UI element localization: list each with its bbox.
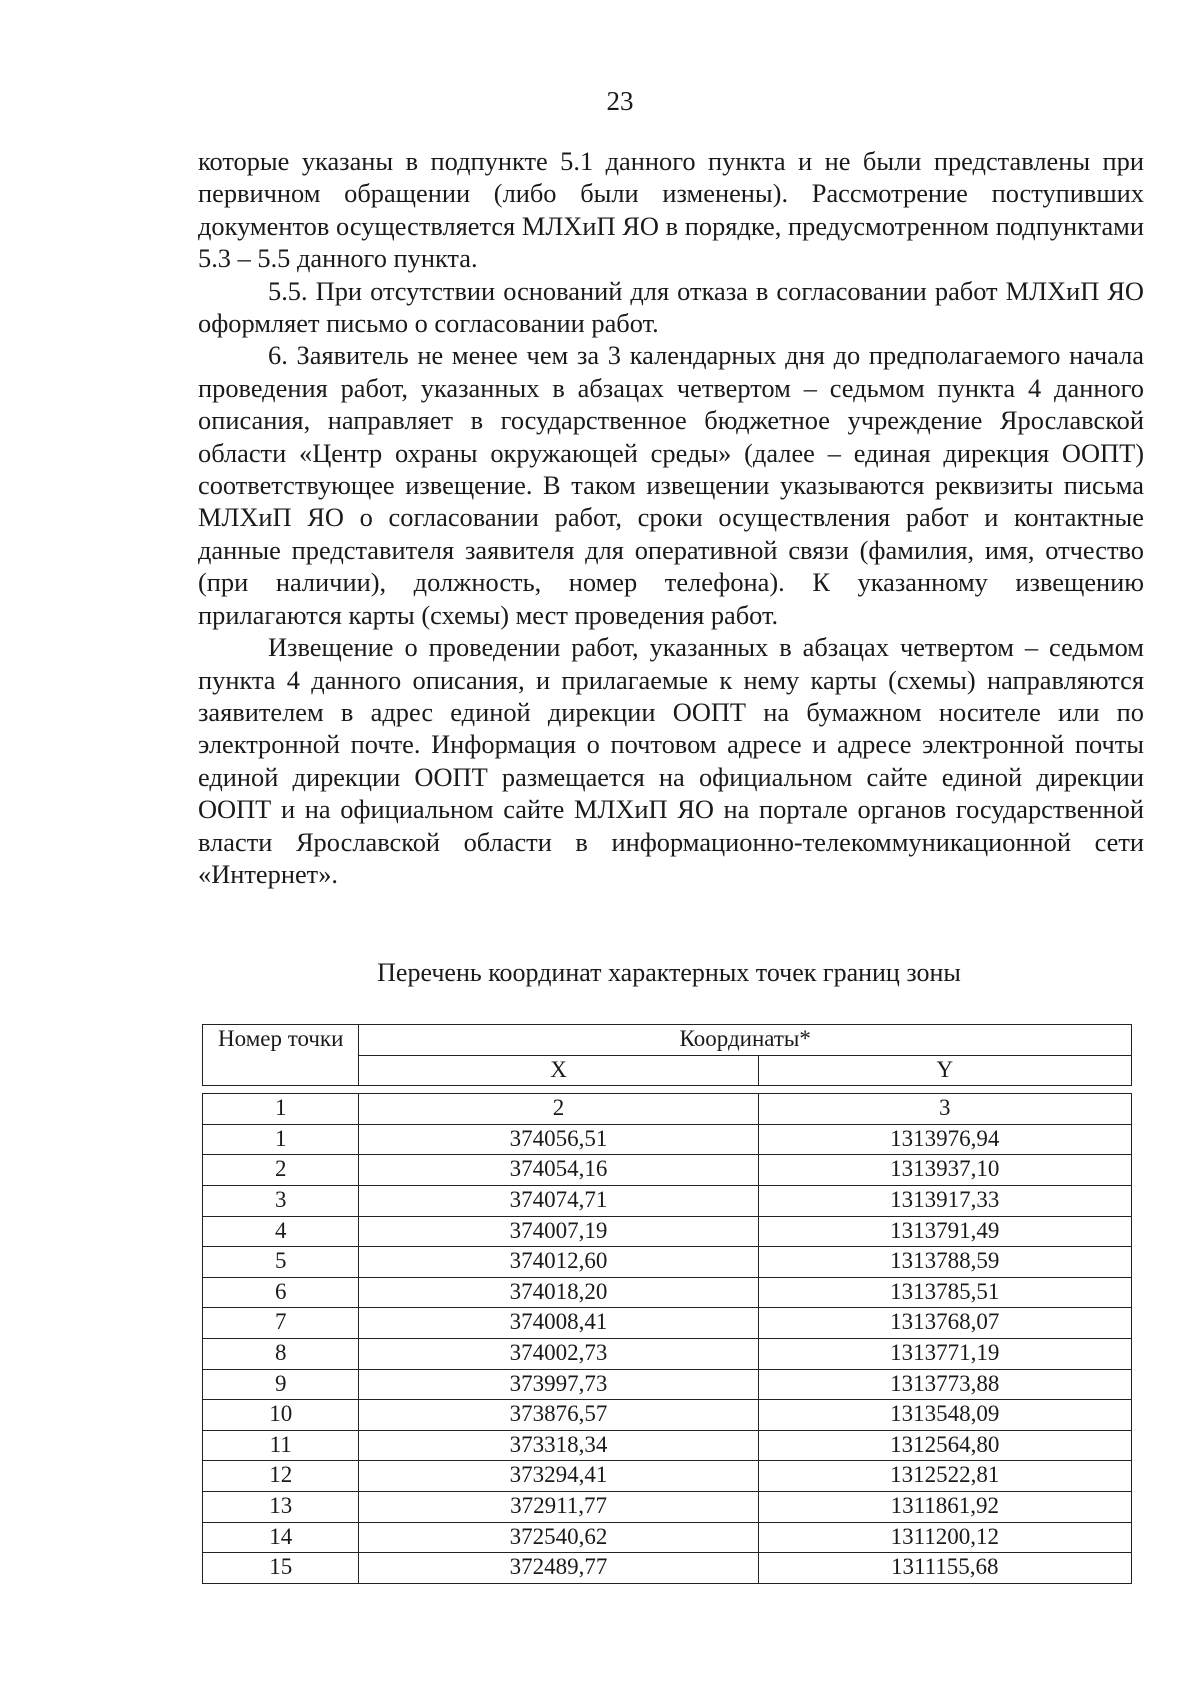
y-coordinate-cell: 1313937,10: [758, 1155, 1131, 1186]
x-coordinate-cell: 373294,41: [359, 1461, 758, 1492]
table-row: [203, 1369, 1132, 1400]
table-row: [203, 1216, 1132, 1247]
column-number-cell: 2: [359, 1094, 758, 1125]
point-number-cell: 11: [203, 1430, 359, 1461]
table-row: [203, 1308, 1132, 1339]
paragraph-notice: Извещение о проведении работ, указанных в абзацах четвертом – седьмом пункта 4 данного описания, и прилагаемые к нему карты (схемы) направляются заявителем в адрес единой дирекции ООПТ на бумажном носителе или по электронной почте. Информация о почтовом адресе и адресе электронной почты единой дирекции ООПТ размещается на официальном сайте единой дирекции ООПТ и на официальном сайте МЛХиП ЯО на портале органов государственной власти Ярославской области в информационно-телекоммуникационной сети «Интернет».: [198, 632, 1144, 889]
x-coordinate-cell: 374054,16: [359, 1155, 758, 1186]
y-coordinate-cell: 1313785,51: [758, 1277, 1131, 1308]
table-row: [203, 1338, 1132, 1369]
coordinates-table: [202, 1024, 1132, 1584]
table-title: Перечень координат характерных точек границ зоны: [377, 958, 961, 987]
y-coordinate-cell: 1311200,12: [758, 1522, 1131, 1553]
x-coordinate-cell: 373997,73: [359, 1369, 758, 1400]
header-coordinates: Координаты*: [359, 1025, 1132, 1056]
x-coordinate-cell: 374056,51: [359, 1124, 758, 1155]
point-number-cell: 8: [203, 1338, 359, 1369]
table-row: [203, 1461, 1132, 1492]
point-number-cell: 3: [203, 1185, 359, 1216]
y-coordinate-cell: 1313791,49: [758, 1216, 1131, 1247]
y-coordinate-cell: 1312564,80: [758, 1430, 1131, 1461]
table-row: [203, 1124, 1132, 1155]
table-row: [203, 1155, 1132, 1186]
point-number-cell: 6: [203, 1277, 359, 1308]
point-number-cell: 12: [203, 1461, 359, 1492]
y-coordinate-cell: 1313917,33: [758, 1185, 1131, 1216]
table-spacer-row: [203, 1086, 1132, 1094]
y-coordinate-cell: 1313768,07: [758, 1308, 1131, 1339]
x-coordinate-cell: 372540,62: [359, 1522, 758, 1553]
point-number-cell: 15: [203, 1553, 359, 1584]
table-row: [203, 1277, 1132, 1308]
table-row: [203, 1522, 1132, 1553]
point-number-cell: 14: [203, 1522, 359, 1553]
table-row: [203, 1430, 1132, 1461]
header-x: X: [359, 1055, 758, 1086]
point-number-cell: 9: [203, 1369, 359, 1400]
table-header-row: [203, 1025, 1132, 1056]
paragraph-6: 6. Заявитель не менее чем за 3 календарных дня до предполагаемого начала проведения работ, указанных в абзацах четвертом – седьмом пункта 4 данного описания, направляет в государственное бюджетное учреждение Ярославской области «Центр охраны окружающей среды» (далее – единая дирекция ООПТ) соответствующее извещение. В таком извещении указываются реквизиты письма МЛХиП ЯО о согласовании работ, сроки осуществления работ и контактные данные представителя заявителя для оперативной связи (фамилия, имя, отчество (при наличии), должность, номер телефона). К указанному извещению прилагаются карты (схемы) мест проведения работ.: [198, 340, 1144, 630]
y-coordinate-cell: 1311155,68: [758, 1553, 1131, 1584]
point-number-cell: 2: [203, 1155, 359, 1186]
x-coordinate-cell: 372911,77: [359, 1491, 758, 1522]
x-coordinate-cell: 374074,71: [359, 1185, 758, 1216]
x-coordinate-cell: 372489,77: [359, 1553, 758, 1584]
document-body: [198, 145, 1144, 890]
y-coordinate-cell: 1313548,09: [758, 1400, 1131, 1431]
y-coordinate-cell: 1313788,59: [758, 1247, 1131, 1278]
x-coordinate-cell: 373876,57: [359, 1400, 758, 1431]
x-coordinate-cell: 374012,60: [359, 1247, 758, 1278]
point-number-cell: 7: [203, 1308, 359, 1339]
page-number: 23: [606, 86, 634, 116]
point-number-cell: 10: [203, 1400, 359, 1431]
point-number-cell: 4: [203, 1216, 359, 1247]
y-coordinate-cell: 1313773,88: [758, 1369, 1131, 1400]
x-coordinate-cell: 373318,34: [359, 1430, 758, 1461]
x-coordinate-cell: 374007,19: [359, 1216, 758, 1247]
column-number-cell: 3: [758, 1094, 1131, 1125]
table-row: [203, 1400, 1132, 1431]
paragraph-continuation: которые указаны в подпункте 5.1 данного пункта и не были представлены при первичном обращении (либо были изменены). Рассмотрение поступивших документов осуществляется МЛХиП ЯО в порядке, предусмотренном подпунктами 5.3 – 5.5 данного пункта.: [198, 146, 1144, 274]
point-number-cell: 1: [203, 1124, 359, 1155]
x-coordinate-cell: 374002,73: [359, 1338, 758, 1369]
paragraph-5-5: 5.5. При отсутствии оснований для отказа в согласовании работ МЛХиП ЯО оформляет письмо о согласовании работ.: [198, 275, 1144, 339]
point-number-cell: 5: [203, 1247, 359, 1278]
point-number-cell: 13: [203, 1491, 359, 1522]
table-spacer-cell: [203, 1086, 1132, 1094]
x-coordinate-cell: 374008,41: [359, 1308, 758, 1339]
y-coordinate-cell: 1313976,94: [758, 1124, 1131, 1155]
table-row: [203, 1491, 1132, 1522]
y-coordinate-cell: 1313771,19: [758, 1338, 1131, 1369]
column-number-cell: 1: [203, 1094, 359, 1125]
y-coordinate-cell: 1311861,92: [758, 1491, 1131, 1522]
header-point-number: Номер точки: [203, 1025, 359, 1086]
table-row: [203, 1247, 1132, 1278]
table-row: [203, 1185, 1132, 1216]
x-coordinate-cell: 374018,20: [359, 1277, 758, 1308]
column-number-row: [203, 1094, 1132, 1125]
table-row: [203, 1553, 1132, 1584]
y-coordinate-cell: 1312522,81: [758, 1461, 1131, 1492]
header-y: Y: [758, 1055, 1131, 1086]
